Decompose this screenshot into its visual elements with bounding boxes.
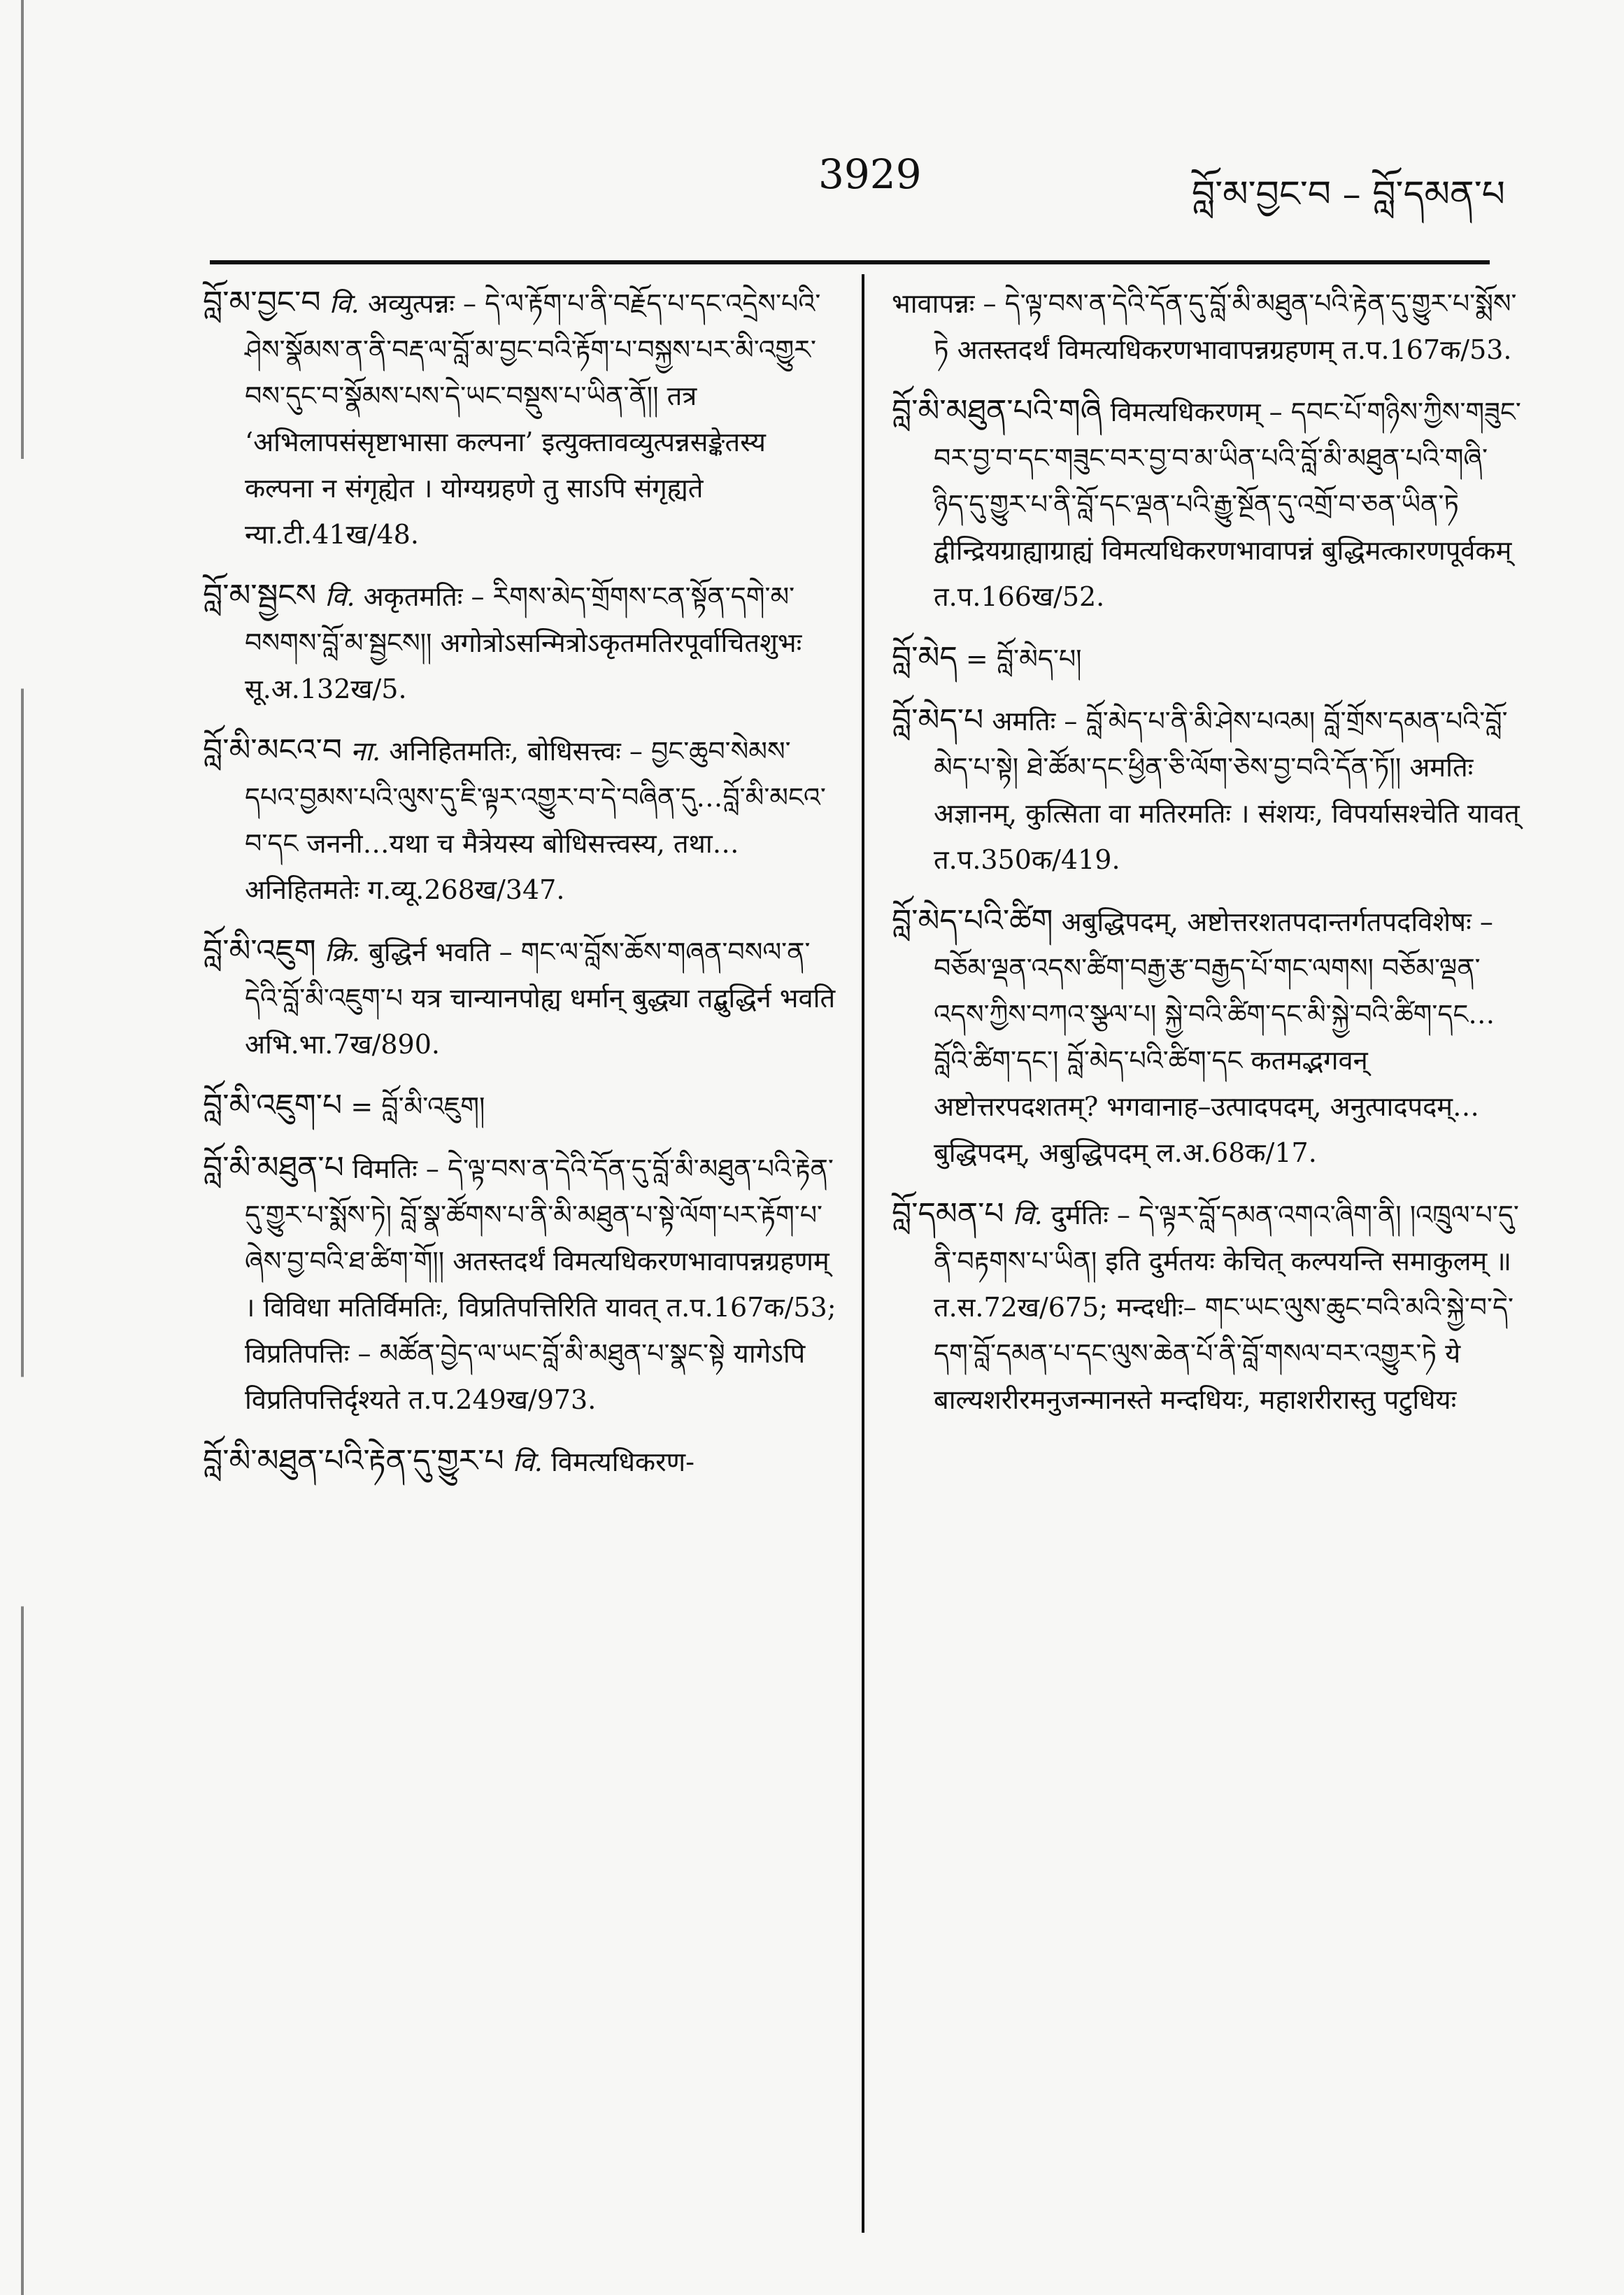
entry-headword: བློ་མི་མཐུན་པའི་གཞི xyxy=(892,393,1102,429)
entry-pos-tag: ना. xyxy=(350,736,381,767)
entry-headword: བློ་མེད་པ xyxy=(892,702,984,738)
entry-body: विमतिः – དེ་ལྟ་བས་ན་དེའི་དོན་དུ་བློ་མི་མཐུན་པའི་རྟེན་དུ་གྱུར་པ་སྨོས་ཏེ། བློ་སྣ་ཚོགས་པ་ནི་མི་མཐུན་པ་སྟེ་ལོག་པར་རྟོག་པ་ཞེས་བྱ་བའི་ཐ་ཚིག་གོ།། अतस्तदर्थं विमत्यधिकरणभावापन्नग्रहणम् । विविधा मतिर्विमतिः, विप्रतिपत्तिरिति यावत् त.प.167क/53; विप्रतिपत्तिः – མཚོན་བྱེད་ལ་ཡང་བློ་མི་མཐུན་པ་སྣང་སྟེ यागेऽपि विप्रतिपत्तिर्दृश्यते त.प.249ख/973. xyxy=(245,1153,836,1415)
dictionary-entry-continued xyxy=(892,280,1521,373)
entry-headword: བློ་མི་མཐུན་པའི་རྟེན་དུ་གྱུར་པ xyxy=(203,1443,504,1479)
entry-body: दुर्मतिः – དེ་ལྟར་བློ་དམན་འགའ་ཞིག་ནི། །འཁྲུལ་པ་དུ་ནི་བརྟགས་པ་ཡིན། इति दुर्मतयः केचित् कल्पयन्ति समाकुलम् ॥ त.स.72ख/675; मन्दधीः– གང་ཡང་ལུས་ཆུང་བའི་མའི་སྐྱེ་བ་དེ་དག་བློ་དམན་པ་དང་ལུས་ཆེན་པོ་ནི་བློ་གསལ་བར་འགྱུར་ཏེ ये बाल्यशरीरमनुजन्मानस्ते मन्दधियः, महाशरीरास्तु पटुधियः xyxy=(934,1200,1519,1415)
entry-headword: བློ་དམན་པ xyxy=(892,1196,1004,1232)
dictionary-entry xyxy=(203,1438,839,1485)
dictionary-entry xyxy=(203,727,839,913)
dictionary-entry xyxy=(203,1145,839,1423)
left-column xyxy=(203,280,839,1500)
entry-headword: བློ་མ་སྦྱངས xyxy=(203,578,317,613)
dictionary-entry xyxy=(892,388,1521,620)
dictionary-entry xyxy=(892,635,1521,682)
running-head: བློ་མ་བྱང་བ – བློ་དམན་པ xyxy=(1191,173,1505,215)
page-number: 3929 xyxy=(818,150,922,198)
dictionary-entry xyxy=(892,898,1521,1176)
entry-body: अबुद्धिपदम्, अष्टोत्तरशतपदान्तर्गतपदविशेषः – བཅོམ་ལྡན་འདས་ཚིག་བརྒྱ་རྩ་བརྒྱད་པོ་གང་ལགས། བཅོམ་ལྡན་འདས་ཀྱིས་བཀའ་སྩལ་པ། སྐྱེ་བའི་ཚིག་དང་མི་སྐྱེ་བའི་ཚིག་དང…བློའི་ཚིག་དང་། བློ་མེད་པའི་ཚིག་དང कतमद्भगवन् अष्टोत्तरपदशतम्? भगवानाह–उत्पादपदम्, अनुत्पादपदम्… बुद्धिपदम्, अबुद्धिपदम् ल.अ.68क/17. xyxy=(934,907,1495,1168)
entry-body: = བློ་མེད་པ། xyxy=(965,644,1082,674)
entry-pos-tag: वि. xyxy=(512,1447,543,1477)
dictionary-entry xyxy=(892,697,1521,883)
entry-body: अनिहितमतिः, बोधिसत्त्वः – བྱང་ཆུབ་སེམས་དཔའ་བྱམས་པའི་ལུས་དུ་ཇི་ལྟར་འགྱུར་བ་དེ་བཞིན་དུ…བློ་མི་མངའ་བ་དང जननी…यथा च मैत्रेयस्य बोधिसत्त्वस्य, तथा… अनिहितमतेः ग.व्यू.268ख/347. xyxy=(245,736,826,905)
entry-body: अमतिः – བློ་མེད་པ་ནི་མི་ཤེས་པའམ། བློ་གྲོས་དམན་པའི་བློ་མེད་པ་སྟེ། ཐེ་ཚོམ་དང་ཕྱིན་ཅི་ལོག་ཅེས་བྱ་བའི་དོན་ཏོ།། अमतिः अज्ञानम्, कुत्सिता वा मतिरमतिः । संशयः, विपर्यासश्चेति यावत् त.प.350क/419. xyxy=(934,706,1520,875)
entry-body: विमत्यधिकरण- xyxy=(550,1447,695,1477)
entry-pos-tag: वि. xyxy=(1012,1200,1043,1230)
right-column xyxy=(892,280,1521,1438)
scan-edge-mark xyxy=(21,0,24,2295)
entry-body: भावापन्नः – དེ་ལྟ་བས་ན་དེའི་དོན་དུ་བློ་མི་མཐུན་པའི་རྟེན་དུ་གྱུར་པ་སྨོས་ཏེ अतस्तदर्थं विमत्यधिकरणभावापन्नग्रहणम् त.प.167क/53. xyxy=(892,288,1517,365)
entry-pos-tag: क्रि. xyxy=(324,937,360,967)
entry-headword: བློ་མ་བྱང་བ xyxy=(203,285,321,320)
dictionary-entry xyxy=(892,1191,1521,1423)
dictionary-entry xyxy=(203,928,839,1067)
dictionary-entry xyxy=(203,280,839,557)
entry-headword: བློ་མི་འཇུག་པ xyxy=(203,1088,343,1123)
entry-pos-tag: वि. xyxy=(325,581,355,612)
dictionary-entry xyxy=(203,1083,839,1130)
entry-pos-tag: वि. xyxy=(329,288,359,319)
column-divider xyxy=(862,274,864,2233)
header-rule xyxy=(210,260,1490,264)
entry-headword: བློ་མེད་པའི་ཚིག xyxy=(892,903,1053,939)
entry-body: बुद्धिर्न भवति – གང་ལ་བློས་ཆོས་གཞན་བསལ་ན་དེའི་བློ་མི་འཇུག་པ यत्र चान्यानपोह्य धर्मान् बुद्ध्या तद्बुद्धिर्न भवति अभि.भा.7ख/890. xyxy=(245,937,836,1060)
entry-body: = བློ་མི་འཇུག། xyxy=(350,1091,485,1122)
entry-body: अकृतमतिः – རིགས་མེད་གྲོགས་ངན་སྟོན་དགེ་མ་བསགས་བློ་མ་སྦྱངས།། अगोत्रोऽसन्मित्रोऽकृतमतिरपूर्वाचितशुभः सू.अ.132ख/5. xyxy=(245,581,802,704)
dictionary-entry xyxy=(203,573,839,712)
entry-body: विमत्यधिकरणम् – དབང་པོ་གཉིས་ཀྱིས་གཟུང་བར་བྱ་བ་དང་གཟུང་བར་བྱ་བ་མ་ཡིན་པའི་བློ་མི་མཐུན་པའི་གཞི་ཉིད་དུ་གྱུར་པ་ནི་བློ་དང་ལྡན་པའི་རྒྱུ་སྔོན་དུ་འགྲོ་བ་ཅན་ཡིན་ཏེ द्वीन्द्रियग्राह्याग्राह्यं विमत्यधिकरणभावापन्नं बुद्धिमत्कारणपूर्वकम् त.प.166ख/52. xyxy=(934,397,1521,612)
entry-headword: བློ་མེད xyxy=(892,640,957,676)
entry-body: अव्युत्पन्नः – དེ་ལ་རྟོག་པ་ནི་བརྗོད་པ་དང་འདྲེས་པའི་ཤེས་སྣོམས་ན་ནི་བརྡ་ལ་བློ་མ་བྱང་བའི་རྟོག་པ་བསྐྱས་པར་མི་འགྱུར་བས་དུང་བ་སྣོམས་པས་དེ་ཡང་བསྡུས་པ་ཡིན་ནོ།། तत्र ‘अभिलापसंसृष्टाभासा कल्पना’ इत्युक्तावव्युत्पन्नसङ्केतस्य कल्पना न संगृह्येत । योग्यग्रहणे तु साऽपि संगृह्यते न्या.टी.41ख/48. xyxy=(245,288,821,550)
entry-headword: བློ་མི་འཇུག xyxy=(203,933,316,969)
entry-headword: བློ་མི་མཐུན་པ xyxy=(203,1150,344,1186)
entry-headword: བློ་མི་མངའ་བ xyxy=(203,732,343,768)
